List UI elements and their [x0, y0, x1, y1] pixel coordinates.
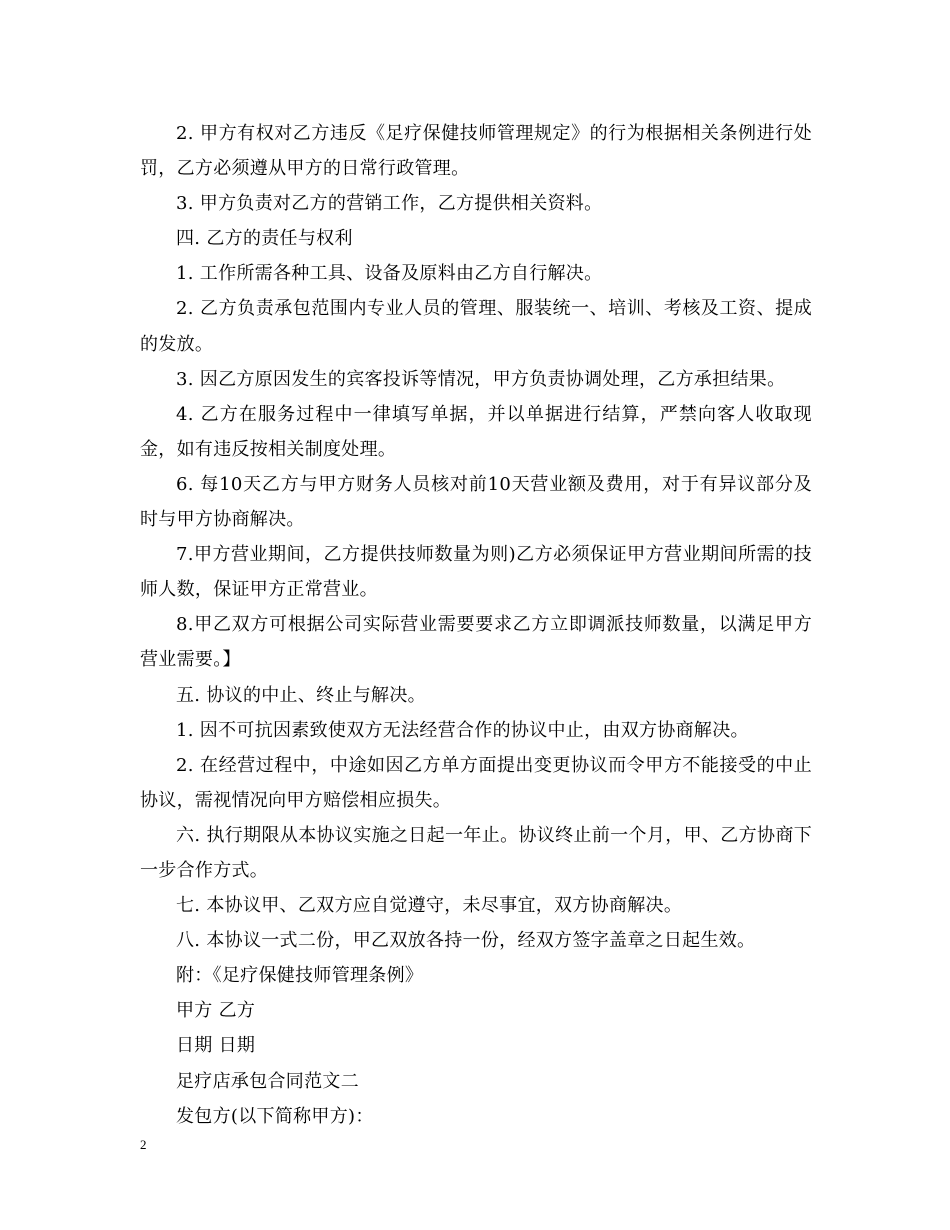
clause-4-1-tools: 1. 工作所需各种工具、设备及原料由乙方自行解决。 — [176, 263, 603, 285]
clause-4-4-receipts: 4. 乙方在服务过程中一律填写单据，并以单据进行结算，严禁向客人收取现金，如有违反按相关制度处理。 — [140, 403, 812, 460]
section-7-compliance: 七. 本协议甲、乙双方应自觉遵守，未尽事宜，双方协商解决。 — [176, 895, 683, 917]
contractor-line: 发包方(以下简称甲方)： — [176, 1105, 374, 1127]
clause-2-party-a-penalty: 2. 甲方有权对乙方违反《足疗保健技师管理规定》的行为根据相关条例进行处罚，乙方必须遵从甲方的日常行政管理。 — [140, 123, 812, 180]
section-8-copies: 八. 本协议一式二份，甲乙双放各持一份，经双方签字盖章之日起生效。 — [176, 930, 756, 952]
clause-5-2-breach: 2. 在经营过程中，中途如因乙方单方面提出变更协议而令甲方不能接受的中止协议，需视情况向甲方赔偿相应损失。 — [140, 754, 812, 811]
clause-4-3-complaints: 3. 因乙方原因发生的宾客投诉等情况，甲方负责协调处理，乙方承担结果。 — [176, 368, 786, 390]
clause-4-7-staffing: 7.甲方营业期间，乙方提供技师数量为则)乙方必须保证甲方营业期间所需的技师人数，保证甲方正常营业。 — [140, 544, 812, 601]
document-body — [140, 116, 812, 1134]
clause-4-2-staff-management: 2. 乙方负责承包范围内专业人员的管理、服装统一、培训、考核及工资、提成的发放。 — [140, 298, 812, 355]
section-heading-4: 四. 乙方的责任与权利 — [176, 228, 353, 250]
section-6-term: 六. 执行期限从本协议实施之日起一年止。协议终止前一个月，甲、乙方协商下一步合作方式。 — [140, 824, 812, 881]
clause-5-1-force-majeure: 1. 因不可抗因素致使双方无法经营合作的协议中止，由双方协商解决。 — [176, 719, 749, 741]
signature-dates: 日期 日期 — [176, 1035, 256, 1057]
clause-3-party-a-marketing: 3. 甲方负责对乙方的营销工作，乙方提供相关资料。 — [176, 193, 603, 215]
appendix-line: 附：《足疗保健技师管理条例》 — [176, 965, 424, 987]
next-document-title: 足疗店承包合同范文二 — [176, 1070, 359, 1092]
clause-4-8-dispatch: 8.甲乙双方可根据公司实际营业需要要求乙方立即调派技师数量，以满足甲方营业需要。】 — [140, 614, 812, 671]
section-heading-5: 五. 协议的中止、终止与解决。 — [176, 684, 426, 706]
page-number: 2 — [140, 1137, 147, 1152]
clause-4-6-reconciliation: 6. 每10天乙方与甲方财务人员核对前10天营业额及费用，对于有异议部分及时与甲方协商解决。 — [140, 473, 812, 531]
signature-parties: 甲方 乙方 — [176, 1000, 256, 1022]
